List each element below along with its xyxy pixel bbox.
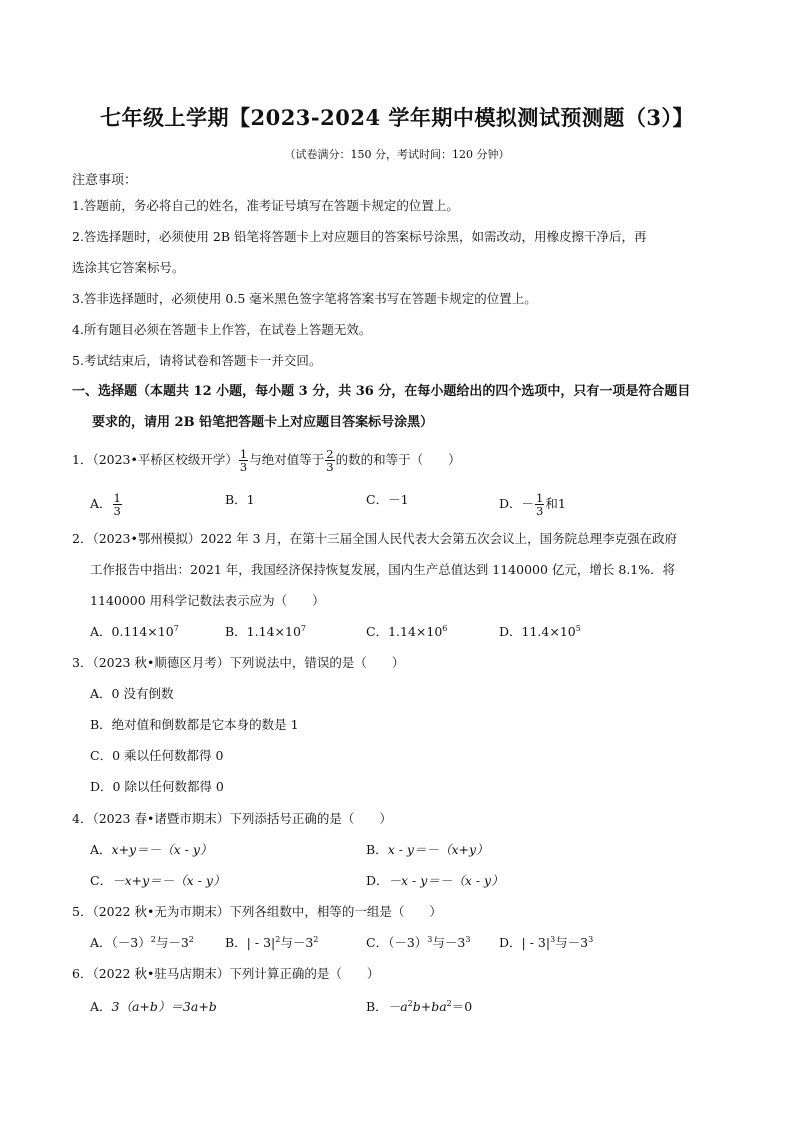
fraction: $\frac{1}{3}$ xyxy=(536,491,544,518)
q1-option-d: D．－ $\frac{1}{3}$ 和1 xyxy=(499,491,566,518)
fraction: $\frac{1}{3}$ xyxy=(113,491,121,518)
section-heading: 一、选择题（本题共 12 小题，每小题 3 分，共 36 分，在每小题给出的四个选项中，只有一项是符合题目 xyxy=(72,384,691,399)
notice-item-2: 2.答选择题时，必须使用 2B 铅笔将答题卡上对应题目的答案标号涂黑，如需改动，用橡皮擦干净后，再 xyxy=(72,229,647,244)
notice-item-2-cont: 选涂其它答案标号。 xyxy=(72,260,185,275)
q1-option-c: C．－1 xyxy=(366,492,409,507)
q5-option-c: C．$(-3)^3$与$-3^3$ xyxy=(366,934,471,950)
q2-option-c: C．$1.14\times 10^6$ xyxy=(366,623,448,639)
question-5-stem: 5．（2022 秋•无为市期末）下列各组数中，相等的一组是（ ） xyxy=(72,904,442,919)
question-6-stem: 6．（2022 秋•驻马店期末）下列计算正确的是（ ） xyxy=(72,966,380,981)
question-4-stem: 4．（2023 春•诸暨市期末）下列添括号正确的是（ ） xyxy=(72,811,392,826)
notice-item-3: 3.答非选择题时，必须使用 0.5 毫米黑色签字笔将答案书写在答题卡规定的位置上。 xyxy=(72,291,537,306)
q5-option-a: A．$(-3)^2$与$-3^2$ xyxy=(90,934,194,950)
section-heading-cont: 要求的，请用 2B 铅笔把答题卡上对应题目答案标号涂黑） xyxy=(92,415,434,430)
q2-option-d: D．$11.4\times 10^5$ xyxy=(499,623,581,639)
q5-option-b: B．| - $3|^2$与$-3^2$ xyxy=(225,934,319,950)
q2-option-b: B．$1.14\times 10^7$ xyxy=(225,623,306,639)
notice-heading: 注意事项： xyxy=(72,173,138,188)
question-2-stem-2: 工作报告中指出：2021 年，我国经济保持恢复发展，国内生产总值达到 1140000 亿元，增长 8.1%．将 xyxy=(90,562,676,577)
q5-option-d: D．| - $3|^3$与$-3^3$ xyxy=(499,934,594,950)
q4-option-a: A．x+y＝－（x - y） xyxy=(90,842,213,857)
q4-option-b: B．x - y＝－（x+y） xyxy=(366,842,489,857)
notice-item-1: 1.答题前，务必将自己的姓名，准考证号填写在答题卡规定的位置上。 xyxy=(72,198,459,213)
fraction: $\frac{1}{3}$ xyxy=(239,447,248,474)
q4-option-c: C．－x+y＝－（x - y） xyxy=(90,873,226,888)
q1-prefix: 1．（2023•平桥区校级开学） xyxy=(72,452,238,467)
question-2-stem-3: 1140000 用科学记数法表示应为（ ） xyxy=(90,593,325,608)
question-3-stem: 3．（2023 秋•顺德区月考）下列说法中，错误的是（ ） xyxy=(72,655,405,670)
notice-item-5: 5.考试结束后，请将试卷和答题卡一并交回。 xyxy=(72,353,322,368)
q3-option-d: D．0 除以任何数都得 0 xyxy=(90,779,224,794)
page-title: 七年级上学期【2023-2024 学年期中模拟测试预测题（3）】 xyxy=(99,105,695,130)
question-1-stem: 1．（2023•平桥区校级开学） $\frac{1}{3}$ 与绝对值等于 $\frac{2}{3}$ 的数的和等于（ ） xyxy=(72,447,461,474)
q3-option-c: C．0 乘以任何数都得 0 xyxy=(90,748,224,763)
q3-option-a: A．0 没有倒数 xyxy=(90,686,174,701)
q4-option-d: D．－x - y＝－（x - y） xyxy=(366,873,504,888)
question-2-stem-1: 2．（2023•鄂州模拟）2022 年 3 月，在第十三届全国人民代表大会第五次会议上，国务院总理李克强在政府 xyxy=(72,531,678,546)
q1-option-a: A． $\frac{1}{3}$ xyxy=(90,491,121,518)
q2-option-a: A．$0.114\times 10^7$ xyxy=(90,623,179,639)
q3-option-b: B．绝对值和倒数都是它本身的数是 1 xyxy=(90,717,299,732)
page-subtitle: （试卷满分：150 分，考试时间：120 分钟） xyxy=(284,148,510,161)
q1-option-b: B．1 xyxy=(225,492,255,507)
fraction: $\frac{2}{3}$ xyxy=(326,447,334,474)
q6-option-a: A．3（a+b）＝3a+b xyxy=(90,999,217,1014)
q6-option-b: B．$-a^2b+ba^2=0$ xyxy=(366,998,473,1014)
notice-item-4: 4.所有题目必须在答题卡上作答，在试卷上答题无效。 xyxy=(72,322,372,337)
